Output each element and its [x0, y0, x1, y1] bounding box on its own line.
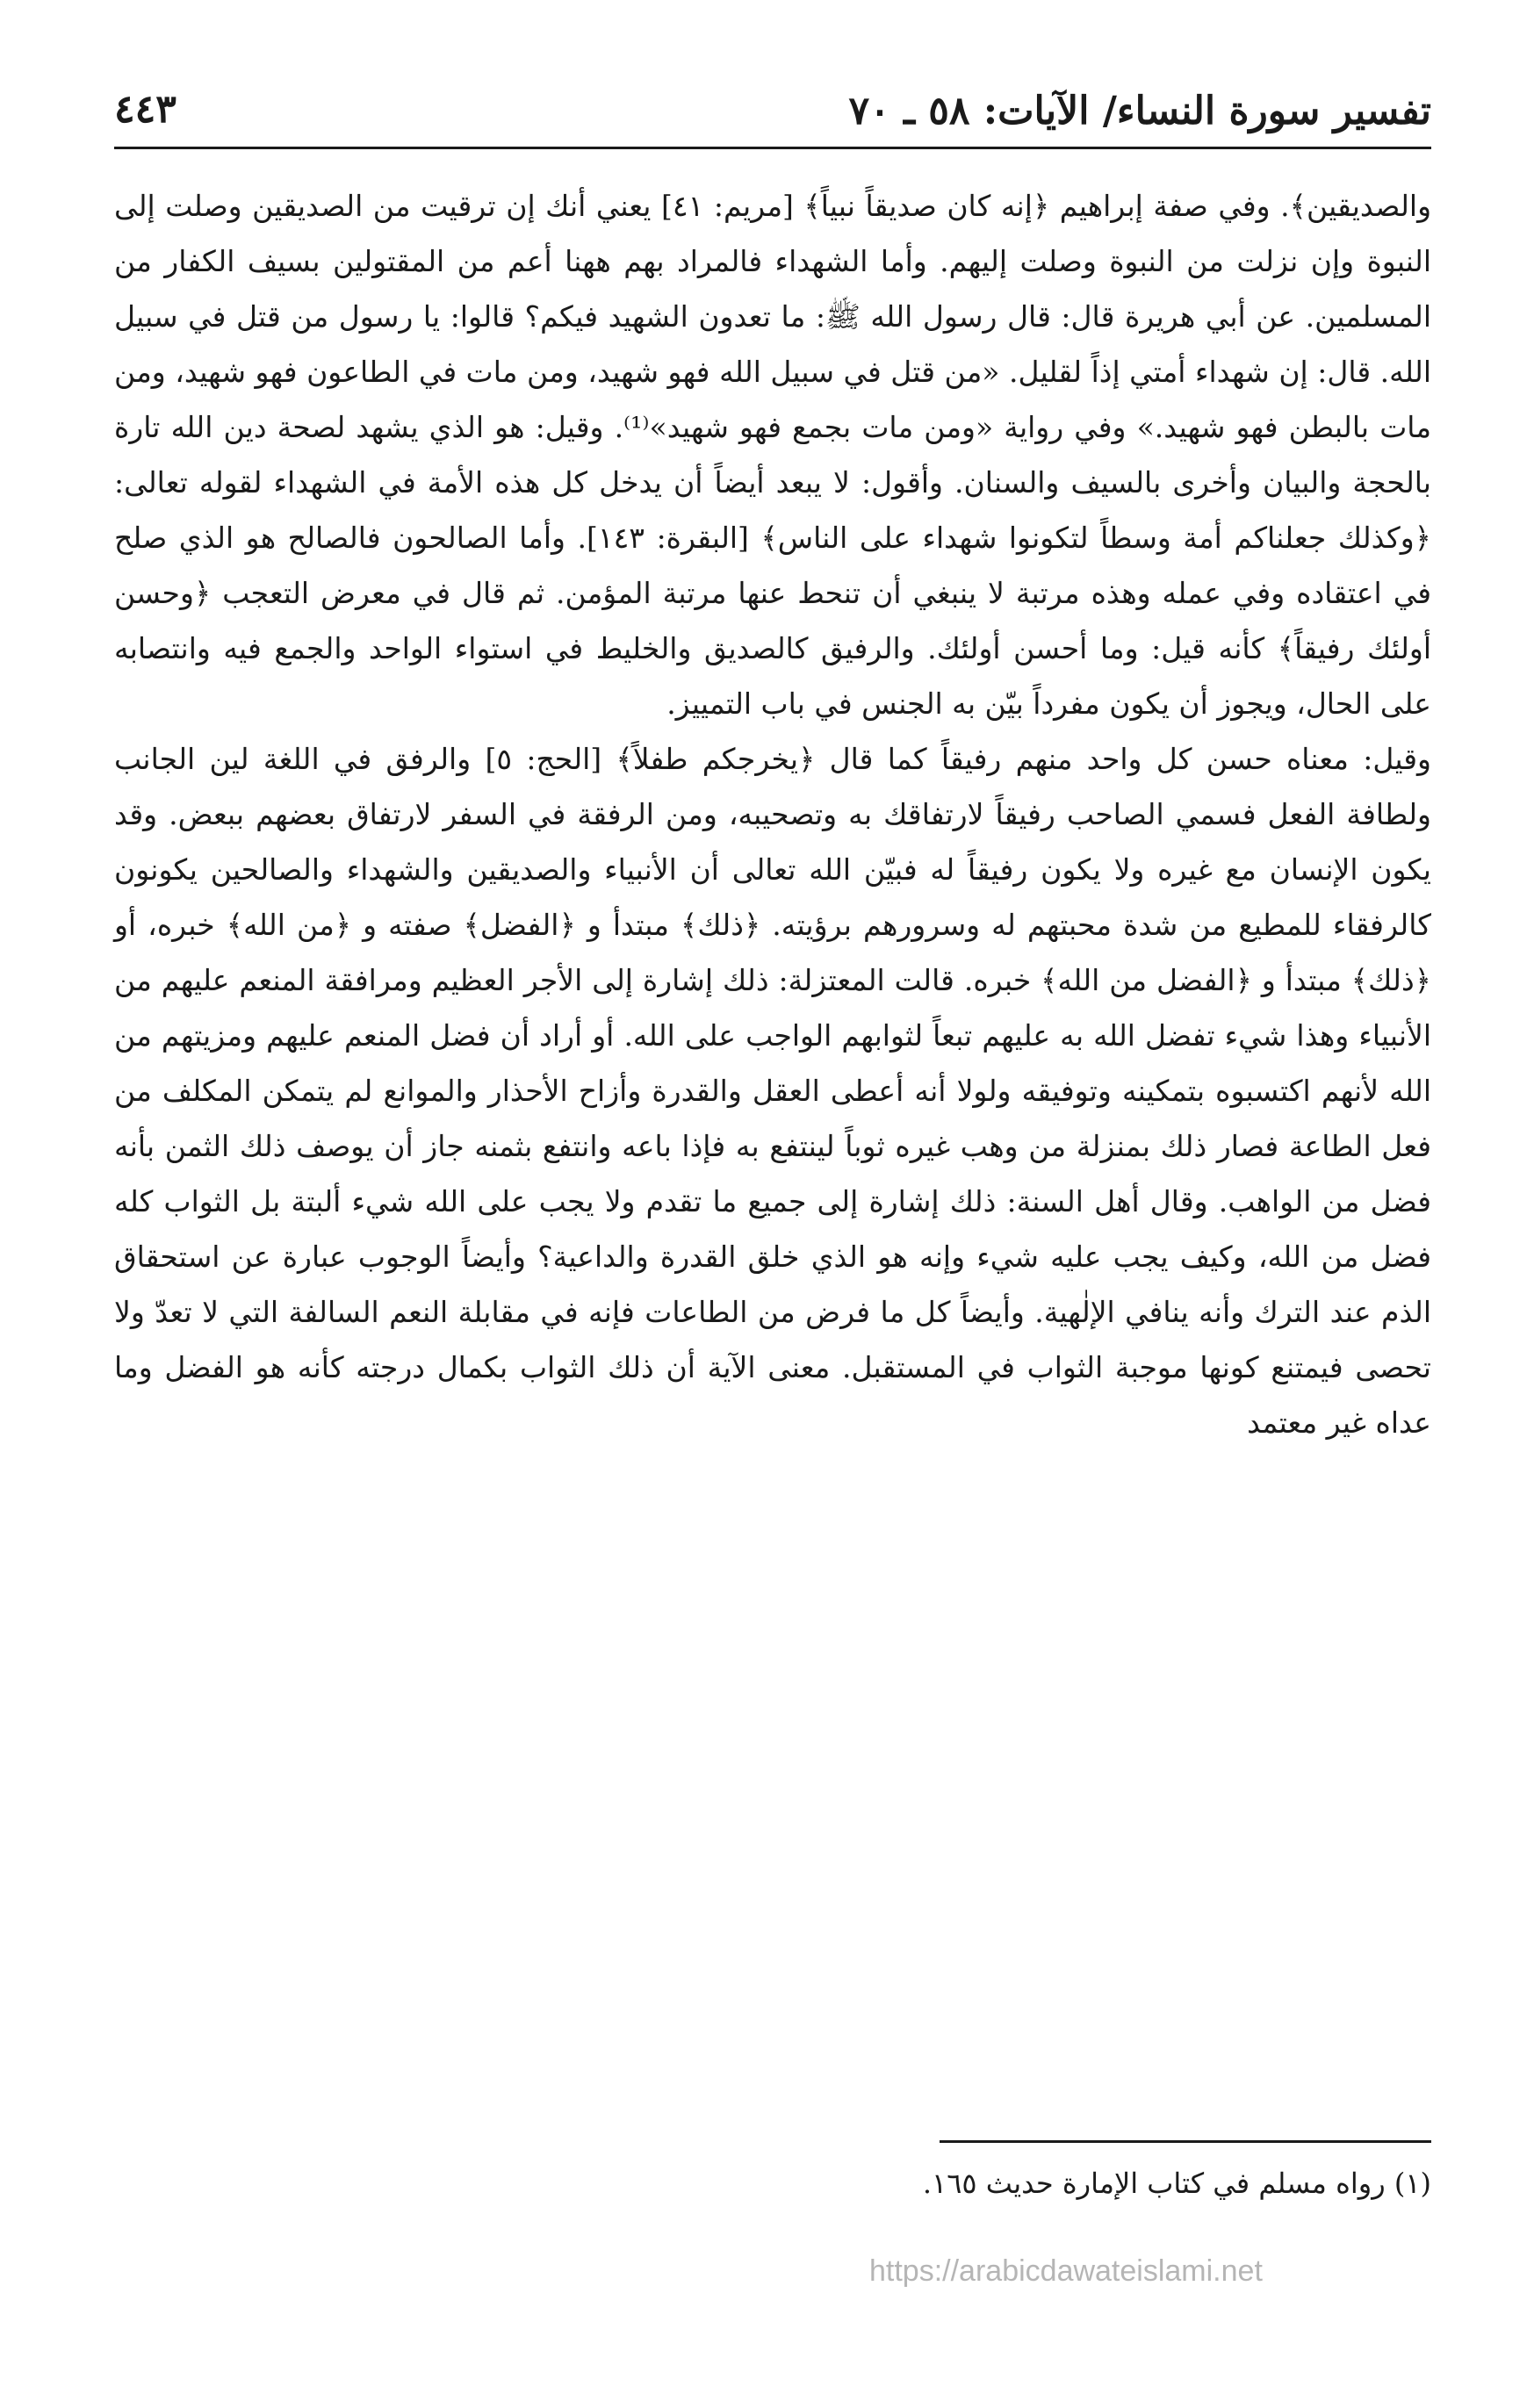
- body-text: [114, 178, 1431, 1450]
- watermark-url: https://arabicdawateislami.net: [869, 2254, 1263, 2288]
- paragraph: وقيل: معناه حسن كل واحد منهم رفيقاً كما قال ﴿يخرجكم طفلاً﴾ [الحج: ٥] والرفق في اللغة لين الجانب ولطافة الفعل فسمي الصاحب رفيقاً لارتفاقك به وتصحيبه، ومن الرفقة في السفر لارتفاق بعضهم ببعض. وقد يكون الإنسان مع غيره ولا يكون رفيقاً له فبيّن الله تعالى أن الأنبياء والصديقين والشهداء والصالحين يكونون كالرفقاء للمطيع من شدة محبتهم له وسرورهم برؤيته. ﴿ذلك﴾ مبتدأ و ﴿الفضل﴾ صفته و ﴿من الله﴾ خبره، أو ﴿ذلك﴾ مبتدأ و ﴿الفضل من الله﴾ خبره. قالت المعتزلة: ذلك إشارة إلى الأجر العظيم ومرافقة المنعم عليهم من الأنبياء وهذا شيء تفضل الله به عليهم تبعاً لثوابهم الواجب على الله. أو أراد أن فضل المنعم عليهم ومزيتهم من الله لأنهم اكتسبوه بتمكينه وتوفيقه ولولا أنه أعطى العقل والقدرة وأزاح الأحذار والموانع لم يتمكن المكلف من فعل الطاعة فصار ذلك بمنزلة من وهب غيره ثوباً لينتفع به فإذا باعه وانتفع بثمنه جاز أن يوصف ذلك الثمن بأنه فضل من الواهب. وقال أهل السنة: ذلك إشارة إلى جميع ما تقدم ولا يجب على الله شيء ألبتة بل الثواب كله فضل من الله، وكيف يجب عليه شيء وإنه هو الذي خلق القدرة والداعية؟ وأيضاً الوجوب عبارة عن استحقاق الذم عند الترك وأنه ينافي الإلٰهية. وأيضاً كل ما فرض من الطاعات فإنه في مقابلة النعم السالفة التي لا تعدّ ولا تحصى فيمتنع كونها موجبة الثواب في المستقبل. معنى الآية أن ذلك الثواب بكمال درجته كأنه هو الفضل وما عداه غير معتمد: [114, 742, 1431, 1440]
- header-rule: [114, 147, 1431, 149]
- page-number: ٤٤٣: [114, 87, 176, 132]
- page-header: [114, 83, 1431, 154]
- footnote-rule: [940, 2140, 1431, 2143]
- paragraph: والصديقين﴾. وفي صفة إبراهيم ﴿إنه كان صديقاً نبياً﴾ [مريم: ٤١] يعني أنك إن ترقيت من الصديقين وصلت إلى النبوة وإن نزلت من النبوة وصلت إليهم. وأما الشهداء فالمراد بهم ههنا أعم من المقتولين بسيف الكفار من المسلمين. عن أبي هريرة قال: قال رسول الله ﷺ: ما تعدون الشهيد فيكم؟ قالوا: يا رسول من قتل في سبيل الله. قال: إن شهداء أمتي إذاً لقليل. «من قتل في سبيل الله فهو شهيد، ومن مات في الطاعون فهو شهيد، ومن مات بالبطن فهو شهيد.» وفي رواية «ومن مات بجمع فهو شهيد»⁽¹⁾. وقيل: هو الذي يشهد لصحة دين الله تارة بالحجة والبيان وأخرى بالسيف والسنان. وأقول: لا يبعد أيضاً أن يدخل كل هذه الأمة في الشهداء لقوله تعالى: ﴿وكذلك جعلناكم أمة وسطاً لتكونوا شهداء على الناس﴾ [البقرة: ١٤٣]. وأما الصالحون فالصالح هو الذي صلح في اعتقاده وفي عمله وهذه مرتبة لا ينبغي أن تنحط عنها مرتبة المؤمن. ثم قال في معرض التعجب ﴿وحسن أولئك رفيقاً﴾ كأنه قيل: وما أحسن أولئك. والرفيق كالصديق والخليط في استواء الواحد والجمع فيه وانتصابه على الحال، ويجوز أن يكون مفرداً بيّن به الجنس في باب التمييز.: [114, 189, 1432, 721]
- footnotes: [114, 2140, 1431, 2206]
- running-title: تفسير سورة النساء/ الآيات: ٥٨ ـ ٧٠: [848, 89, 1431, 133]
- page: [114, 83, 1431, 1450]
- footnote: (١) رواه مسلم في كتاب الإمارة حديث ١٦٥.: [922, 2167, 1431, 2200]
